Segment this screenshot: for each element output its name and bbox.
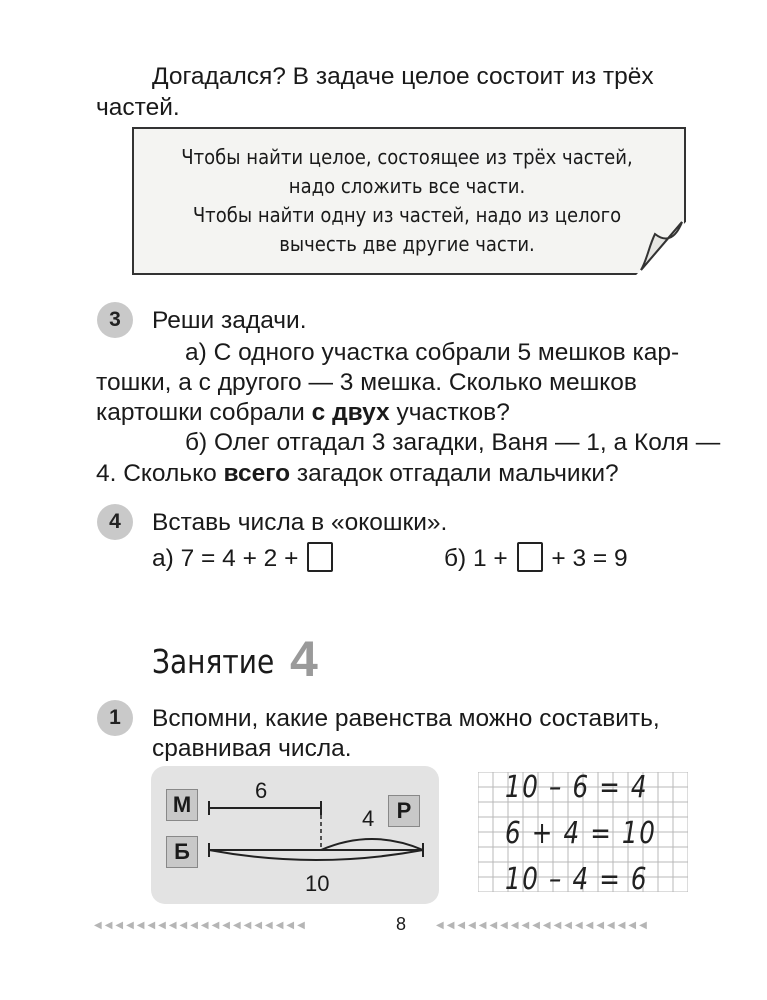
rule-line-3: Чтобы найти одну из частей, надо из целого [192,203,622,227]
value-4: 4 [362,806,375,831]
equation-text: + 3 = 9 [551,545,628,572]
task1-line-1: Вспомни, какие равенства можно составить, [152,705,660,732]
task-number-badge: 3 [97,302,133,338]
lesson-title: Занятие [152,642,275,681]
bold-text: всего [223,460,291,487]
text-span: участков? [389,399,510,426]
handwritten-equation-1: 10 – 6 = 4 [505,770,649,805]
equation-text: а) 7 = 4 + 2 + [152,545,299,572]
label-m: М [166,789,198,821]
rule-text-2 [165,201,649,259]
handwritten-equation-2: 6 + 4 = 10 [505,816,657,851]
lesson-number: 4 [290,631,318,687]
task-number-badge: 1 [97,700,133,736]
intro-line-1: Догадался? В задаче целое состоит из трёх [152,63,654,90]
task4-title: Вставь числа в «окошки». [152,509,448,536]
segment-diagram-lines [151,766,439,904]
task4b-equation [444,542,628,574]
answer-window-a[interactable] [307,542,333,572]
footer-ornament-right: ◀◀◀◀◀◀◀◀◀◀◀◀◀◀◀◀◀◀◀◀ [436,920,650,931]
text-span: загадок отгадали мальчики? [290,460,619,487]
label-b: Б [166,836,198,868]
equation-text: б) 1 + [444,545,508,572]
footer-ornament-left: ◀◀◀◀◀◀◀◀◀◀◀◀◀◀◀◀◀◀◀◀ [94,920,308,931]
task3a-line-1: а) С одного участка собрали 5 мешков кар- [185,339,680,366]
task3b-line-1: б) Олег отгадал 3 загадки, Ваня — 1, а Коля — [185,429,721,456]
task3b-line-2 [96,459,619,489]
task3-title: Реши задачи. [152,307,307,334]
task-number-badge: 4 [97,504,133,540]
rule-line-1: Чтобы найти целое, состоящее из трёх частей, [181,145,633,169]
arc-top-4 [321,839,423,850]
value-6: 6 [255,778,268,803]
text-span: картошки собрали [96,399,312,426]
text-span: 4. Сколько [96,460,224,487]
rule-line-2: надо сложить все части. [288,174,526,198]
label-r: Р [388,795,420,827]
handwritten-equation-3: 10 – 4 = 6 [505,862,649,897]
bold-text: с двух [311,399,390,426]
intro-line-2: частей. [96,94,180,121]
task4a-equation [152,542,335,574]
task1-line-2: сравнивая числа. [152,735,352,762]
value-10: 10 [305,871,330,896]
rule-text-1 [165,143,649,201]
answer-window-b[interactable] [517,542,543,572]
rule-line-4: вычесть две другие части. [279,232,535,256]
page-number: 8 [396,914,407,934]
task3a-line-2: тошки, а с другого — 3 мешка. Сколько мешков [96,369,637,396]
arc-bottom-10 [209,850,423,860]
task3a-line-3 [96,398,510,428]
